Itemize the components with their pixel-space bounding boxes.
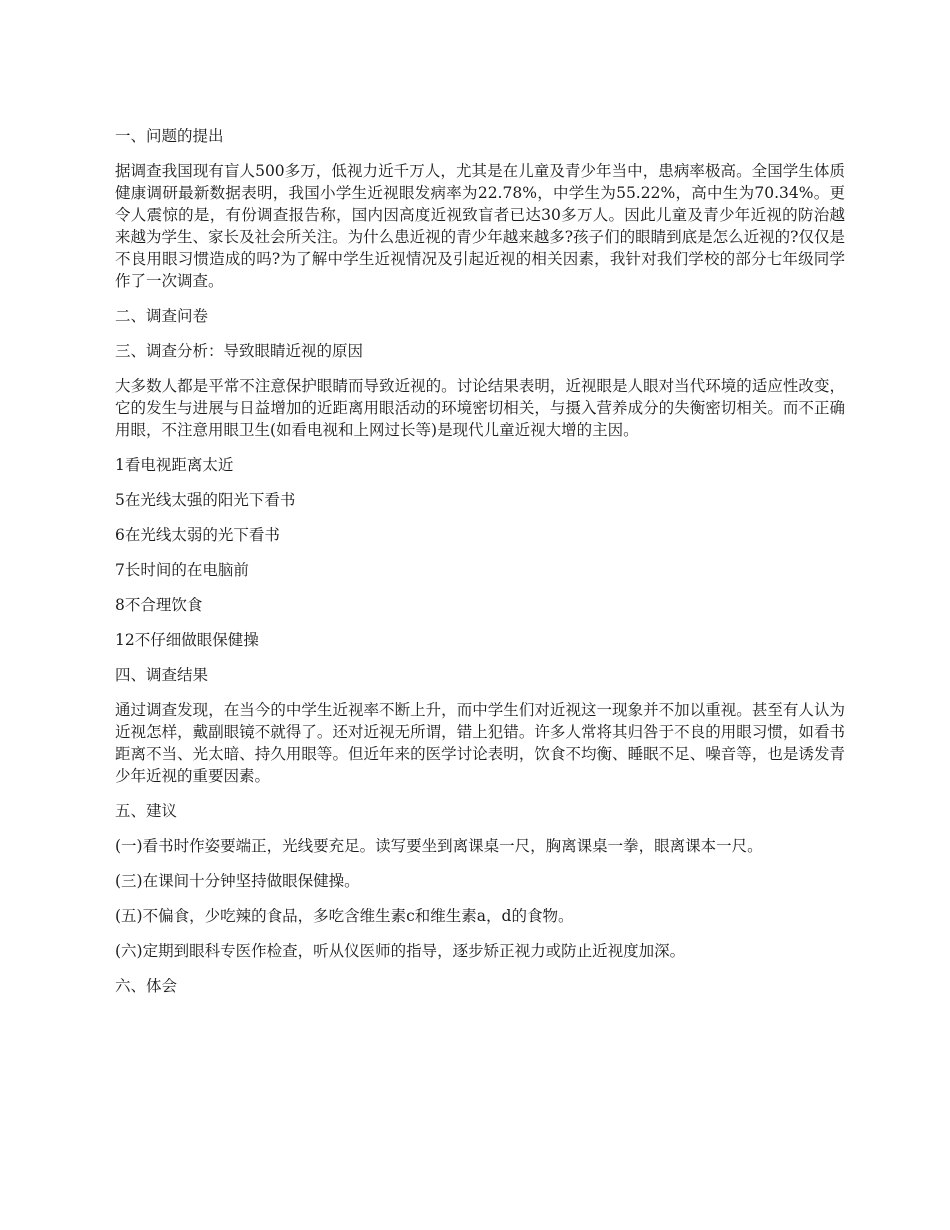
heading-problem: 一、问题的提出 — [115, 127, 224, 145]
list-item-suggestion: (一)看书时作姿要端正，光线要充足。读写要坐到离课桌一尺，胸离课桌一拳，眼离课本一尺。 — [115, 837, 763, 855]
list-item-suggestion: (三)在课间十分钟坚持做眼保健操。 — [115, 872, 360, 890]
list-item-cause: 6在光线太弱的光下看书 — [115, 526, 280, 544]
heading-questionnaire: 二、调查问卷 — [115, 307, 209, 325]
heading-suggestions: 五、建议 — [115, 802, 178, 820]
list-item-cause: 7长时间的在电脑前 — [115, 561, 249, 579]
heading-results: 四、调查结果 — [115, 666, 209, 684]
document-body — [115, 125, 845, 1010]
list-item-cause: 5在光线太强的阳光下看书 — [115, 491, 296, 509]
heading-analysis: 三、调查分析：导致眼睛近视的原因 — [115, 342, 364, 360]
paragraph-background: 据调查我国现有盲人500多万，低视力近千万人，尤其是在儿童及青少年当中，患病率极高。全国学生体质健康调研最新数据表明，我国小学生近视眼发病率为22.78%，中学生为55.22%，高中生为70.34%。更令人震惊的是，有份调查报告称，国内因高度近视致盲者已达30多万人。因此儿童及青少年近视的防治越来越为学生、家长及社会所关注。为什么患近视的青少年越来越多?孩子们的眼睛到底是怎么近视的?仅仅是不良用眼习惯造成的吗?为了解中学生近视情况及引起近视的相关因素，我针对我们学校的部分七年级同学作了一次调查。 — [115, 162, 845, 290]
paragraph-results: 通过调查发现，在当今的中学生近视率不断上升，而中学生们对近视这一现象并不加以重视。甚至有人认为近视怎样，戴副眼镜不就得了。还对近视无所谓，错上犯错。许多人常将其归咎于不良的用眼习惯，如看书距离不当、光太暗、持久用眼等。但近年来的医学讨论表明，饮食不均衡、睡眠不足、噪音等，也是诱发青少年近视的重要因素。 — [115, 701, 845, 785]
list-item-cause: 8不合理饮食 — [115, 596, 203, 614]
list-item-suggestion: (六)定期到眼科专医作检查，听从仪医师的指导，逐步矫正视力或防止近视度加深。 — [115, 942, 686, 960]
list-item-cause: 1看电视距离太近 — [115, 456, 234, 474]
list-item-suggestion: (五)不偏食，少吃辣的食品，多吃含维生素c和维生素a，d的食物。 — [115, 907, 574, 925]
heading-reflection: 六、体会 — [115, 977, 178, 995]
list-item-cause: 12不仔细做眼保健操 — [115, 631, 259, 649]
paragraph-analysis: 大多数人都是平常不注意保护眼睛而导致近视的。讨论结果表明，近视眼是人眼对当代环境的适应性改变，它的发生与进展与日益增加的近距离用眼活动的环境密切相关，与摄入营养成分的失衡密切相关。而不正确用眼，不注意用眼卫生(如看电视和上网过长等)是现代儿童近视大增的主因。 — [115, 377, 845, 439]
